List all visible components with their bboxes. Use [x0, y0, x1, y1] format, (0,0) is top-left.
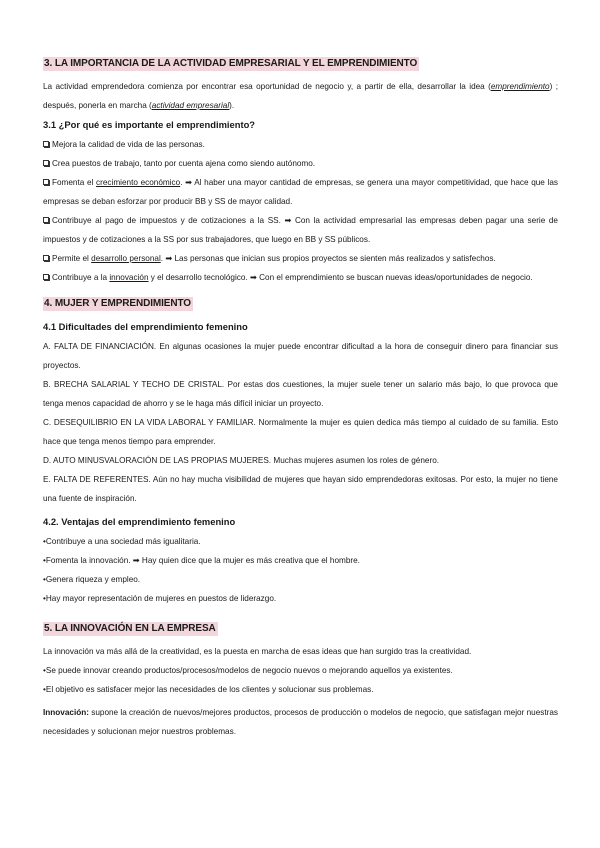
- item-text: Por estas dos cuestiones, la mujer suele tener un salario más bajo, lo que provoca que tenga menos capacidad de ahorro y se le haga más difícil iniciar un proyecto.: [43, 380, 558, 408]
- term-actividad-empresarial: actividad empresarial: [151, 101, 230, 110]
- underlined-term: desarrollo personal: [91, 254, 161, 263]
- section-4: [43, 293, 558, 608]
- section-3-heading: 3. LA IMPORTANCIA DE LA ACTIVIDAD EMPRESARIAL Y EL EMPRENDIMIENTO: [44, 58, 418, 69]
- item-text: Muchas mujeres asumen los roles de género.: [271, 456, 440, 465]
- item-label: B. BRECHA SALARIAL Y TECHO DE CRISTAL.: [43, 380, 225, 389]
- subsection-4-1-title: 4.1 Dificultades del emprendimiento femenino: [43, 321, 248, 332]
- item-text: Aún no hay mucha visibilidad de mujeres que hayan sido emprendedoras exitosas. Por esto, la mujer no tiene una fuente de inspiración.: [43, 475, 558, 503]
- item-text: Normalmente la mujer es quien dedica más tiempo al cuidado de su familia. Esto hace que tenga menos tiempo para emprender.: [43, 418, 558, 446]
- item-text: Fomenta el: [52, 178, 97, 187]
- section-5: [43, 618, 558, 741]
- item-text: Crea puestos de trabajo, tanto por cuenta ajena como siendo autónomo.: [52, 159, 316, 168]
- intro-text: ).: [229, 101, 235, 110]
- definition-label: Innovación:: [43, 708, 89, 717]
- difficulty-item: [43, 451, 558, 470]
- list-item: [43, 173, 558, 211]
- checkbox-bullet-icon: [43, 179, 49, 185]
- subsection-4-2-title: 4.2. Ventajas del emprendimiento femenino: [43, 516, 236, 527]
- definition-text: supone la creación de nuevos/mejores productos, procesos de producción o modelos de negocio, que satisfagan mejor nuestras necesidades y solucionan mejor nuestros problemas.: [43, 708, 558, 736]
- checkbox-bullet-icon: [43, 255, 49, 261]
- intro-text: ) ; después, ponerla en marcha (: [43, 82, 558, 110]
- list-item: [43, 135, 558, 154]
- checkbox-bullet-icon: [43, 141, 49, 147]
- intro-text: La actividad emprendedora comienza por encontrar esa oportunidad de negocio y, a partir de ella, desarrollar la idea (: [43, 82, 491, 91]
- difficulty-item: [43, 413, 558, 451]
- section-4-heading: 4. MUJER Y EMPRENDIMIENTO: [44, 298, 191, 309]
- advantage-item: •Contribuye a una sociedad más igualitaria.: [43, 537, 201, 546]
- advantage-item: •Fomenta la innovación. ➡ Hay quien dice que la mujer es más creativa que el hombre.: [43, 556, 360, 565]
- list-item: [43, 211, 558, 249]
- checkbox-bullet-icon: [43, 274, 49, 280]
- item-text: Permite el: [52, 254, 92, 263]
- subsection-3-1-title: 3.1 ¿Por qué es importante el emprendimiento?: [43, 119, 256, 130]
- list-item: [43, 154, 558, 173]
- term-emprendimiento: emprendimiento: [490, 82, 550, 91]
- definition-paragraph: [43, 703, 558, 741]
- item-text: Contribuye al pago de impuestos y de cotizaciones a la SS. ➡ Con la actividad empresarial las empresas deben pagar una serie de impuestos y de cotizaciones a la SS por sus trabajadores, que luego en BB y SS públicos.: [43, 216, 558, 244]
- item-text: . ➡ Al haber una mayor cantidad de empresas, se genera una mayor competitividad, que hace que las empresas se deban esforzar por producir BB y SS de mayor calidad.: [43, 178, 559, 206]
- item-label: A. FALTA DE FINANCIACIÓN.: [43, 342, 157, 351]
- paragraph: •El objetivo es satisfacer mejor las necesidades de los clientes y solucionar sus problemas.: [43, 685, 374, 694]
- underlined-term: innovación: [109, 273, 149, 282]
- item-text: . ➡ Las personas que inician sus propios proyectos se sienten más realizados y satisfechos.: [160, 254, 496, 263]
- item-label: C. DESEQUILIBRIO EN LA VIDA LABORAL Y FAMILIAR.: [43, 418, 256, 427]
- item-label: D. AUTO MINUSVALORACIÓN DE LAS PROPIAS MUJERES.: [43, 456, 272, 465]
- section-3-intro: [43, 77, 558, 115]
- checkbox-bullet-icon: [43, 217, 49, 223]
- item-text: y el desarrollo tecnológico. ➡ Con el emprendimiento se buscan nuevas ideas/oportunidades de negocio.: [148, 273, 533, 282]
- advantage-item: •Genera riqueza y empleo.: [43, 575, 141, 584]
- item-label: E. FALTA DE REFERENTES.: [43, 475, 151, 484]
- item-text: Contribuye a la: [52, 273, 110, 282]
- list-item: [43, 268, 558, 287]
- paragraph: La innovación va más allá de la creatividad, es la puesta en marcha de esas ideas que han surgido tras la creatividad.: [43, 647, 472, 656]
- difficulty-item: [43, 337, 558, 375]
- checkbox-bullet-icon: [43, 160, 49, 166]
- section-5-heading: 5. LA INNOVACIÓN EN LA EMPRESA: [44, 623, 216, 634]
- item-text: En algunas ocasiones la mujer puede encontrar dificultad a la hora de conseguir dinero para financiar sus proyectos.: [43, 342, 558, 370]
- item-text: Mejora la calidad de vida de las personas.: [52, 140, 205, 149]
- difficulty-item: [43, 470, 558, 508]
- difficulty-item: [43, 375, 558, 413]
- underlined-term: crecimiento económico: [96, 178, 181, 187]
- advantage-item: •Hay mayor representación de mujeres en puestos de liderazgo.: [43, 594, 277, 603]
- section-3: [43, 53, 558, 287]
- list-item: [43, 249, 558, 268]
- paragraph: •Se puede innovar creando productos/procesos/modelos de negocio nuevos o mejorando aquellos ya existentes.: [43, 666, 453, 675]
